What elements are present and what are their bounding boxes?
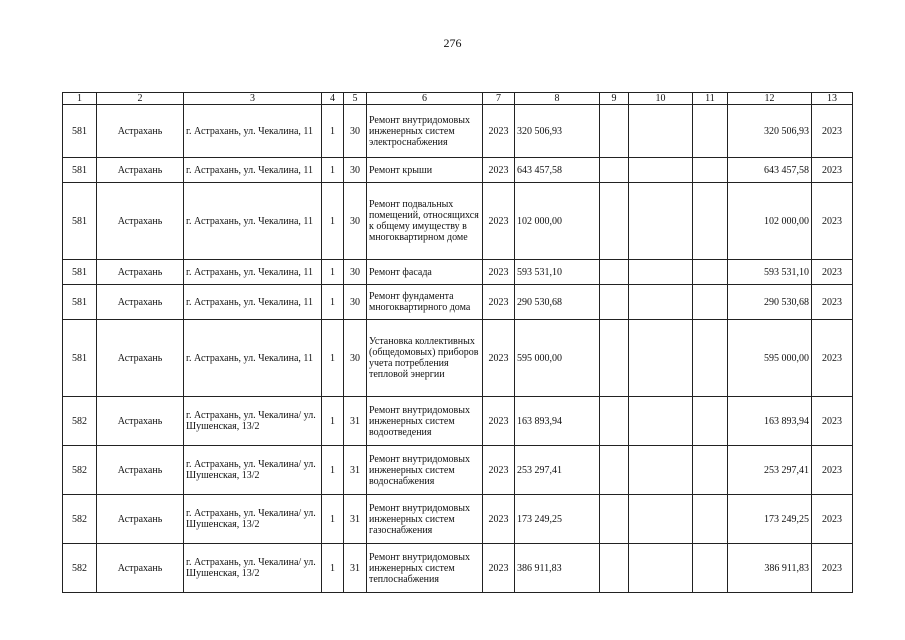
cell-completion-year: 2023	[812, 446, 853, 495]
cell-municipality: Астрахань	[97, 285, 184, 320]
cell-completion-year: 2023	[812, 158, 853, 183]
cell-col-9	[600, 158, 629, 183]
cell-municipality: Астрахань	[97, 495, 184, 544]
cell-work-type: Установка коллективных (общедомовых) приборов учета потребления тепловой энергии	[367, 320, 483, 397]
cell-completion-year: 2023	[812, 260, 853, 285]
cell-address: г. Астрахань, ул. Чекалина, 11	[184, 158, 322, 183]
column-header-2: 2	[97, 93, 184, 105]
cell-col-11	[693, 397, 728, 446]
cell-col-9	[600, 320, 629, 397]
cell-funding-amount: 386 911,83	[728, 544, 812, 593]
cell-work-type: Ремонт внутридомовых инженерных систем теплоснабжения	[367, 544, 483, 593]
cell-col-9	[600, 397, 629, 446]
cell-address: г. Астрахань, ул. Чекалина, 11	[184, 260, 322, 285]
cell-record-number: 581	[63, 183, 97, 260]
cell-col-5: 31	[344, 544, 367, 593]
cell-col-5: 30	[344, 158, 367, 183]
cell-col-11	[693, 285, 728, 320]
cell-work-type: Ремонт внутридомовых инженерных систем электроснабжения	[367, 105, 483, 158]
cell-col-10	[629, 495, 693, 544]
cell-funding-amount: 593 531,10	[728, 260, 812, 285]
cell-col-5: 31	[344, 397, 367, 446]
cell-col-11	[693, 105, 728, 158]
cell-funding-amount: 290 530,68	[728, 285, 812, 320]
cell-col-5: 30	[344, 183, 367, 260]
cell-col-5: 31	[344, 446, 367, 495]
table-row	[63, 158, 853, 183]
cell-work-type: Ремонт крыши	[367, 158, 483, 183]
cell-year: 2023	[483, 446, 515, 495]
cell-address: г. Астрахань, ул. Чекалина, 11	[184, 105, 322, 158]
cell-col-9	[600, 183, 629, 260]
cell-col-4: 1	[322, 105, 344, 158]
cell-col-11	[693, 260, 728, 285]
cell-completion-year: 2023	[812, 397, 853, 446]
cell-year: 2023	[483, 397, 515, 446]
column-header-11: 11	[693, 93, 728, 105]
cell-completion-year: 2023	[812, 495, 853, 544]
cell-col-4: 1	[322, 183, 344, 260]
cell-col-9	[600, 495, 629, 544]
cell-record-number: 582	[63, 446, 97, 495]
cell-col-5: 30	[344, 260, 367, 285]
table-row	[63, 260, 853, 285]
table-row	[63, 446, 853, 495]
cell-funding-amount: 173 249,25	[728, 495, 812, 544]
column-header-9: 9	[600, 93, 629, 105]
cell-col-5: 30	[344, 320, 367, 397]
cell-col-11	[693, 183, 728, 260]
cell-col-10	[629, 285, 693, 320]
cell-col-4: 1	[322, 446, 344, 495]
cell-municipality: Астрахань	[97, 105, 184, 158]
cell-year: 2023	[483, 285, 515, 320]
cell-municipality: Астрахань	[97, 397, 184, 446]
column-header-12: 12	[728, 93, 812, 105]
cell-work-type: Ремонт внутридомовых инженерных систем водоотведения	[367, 397, 483, 446]
column-header-13: 13	[812, 93, 853, 105]
cell-funding-amount: 595 000,00	[728, 320, 812, 397]
cell-record-number: 581	[63, 158, 97, 183]
cell-record-number: 582	[63, 544, 97, 593]
cell-year: 2023	[483, 260, 515, 285]
cell-completion-year: 2023	[812, 183, 853, 260]
cell-col-11	[693, 495, 728, 544]
cell-funding-amount: 320 506,93	[728, 105, 812, 158]
cell-col-5: 30	[344, 285, 367, 320]
cell-funding-amount: 163 893,94	[728, 397, 812, 446]
cell-total-cost: 290 530,68	[515, 285, 600, 320]
cell-total-cost: 163 893,94	[515, 397, 600, 446]
cell-total-cost: 386 911,83	[515, 544, 600, 593]
column-header-8: 8	[515, 93, 600, 105]
cell-col-5: 30	[344, 105, 367, 158]
table-row	[63, 105, 853, 158]
header-row	[63, 93, 853, 105]
cell-col-10	[629, 544, 693, 593]
cell-col-9	[600, 260, 629, 285]
cell-col-11	[693, 320, 728, 397]
cell-col-9	[600, 285, 629, 320]
cell-work-type: Ремонт подвальных помещений, относящихся к общему имуществу в многоквартирном доме	[367, 183, 483, 260]
cell-col-9	[600, 446, 629, 495]
cell-col-11	[693, 544, 728, 593]
cell-municipality: Астрахань	[97, 544, 184, 593]
table-row	[63, 544, 853, 593]
cell-total-cost: 593 531,10	[515, 260, 600, 285]
cell-municipality: Астрахань	[97, 320, 184, 397]
cell-municipality: Астрахань	[97, 158, 184, 183]
cell-col-4: 1	[322, 397, 344, 446]
cell-year: 2023	[483, 495, 515, 544]
cell-record-number: 581	[63, 260, 97, 285]
cell-total-cost: 595 000,00	[515, 320, 600, 397]
cell-total-cost: 173 249,25	[515, 495, 600, 544]
cell-work-type: Ремонт внутридомовых инженерных систем газоснабжения	[367, 495, 483, 544]
cell-completion-year: 2023	[812, 544, 853, 593]
cell-year: 2023	[483, 105, 515, 158]
cell-total-cost: 253 297,41	[515, 446, 600, 495]
cell-col-10	[629, 397, 693, 446]
cell-col-10	[629, 158, 693, 183]
cell-municipality: Астрахань	[97, 183, 184, 260]
cell-col-9	[600, 544, 629, 593]
cell-address: г. Астрахань, ул. Чекалина, 11	[184, 183, 322, 260]
cell-completion-year: 2023	[812, 105, 853, 158]
table-row	[63, 183, 853, 260]
cell-record-number: 582	[63, 397, 97, 446]
cell-col-4: 1	[322, 260, 344, 285]
column-header-6: 6	[367, 93, 483, 105]
cell-municipality: Астрахань	[97, 446, 184, 495]
cell-total-cost: 320 506,93	[515, 105, 600, 158]
cell-year: 2023	[483, 320, 515, 397]
cell-funding-amount: 253 297,41	[728, 446, 812, 495]
cell-col-10	[629, 105, 693, 158]
cell-col-11	[693, 158, 728, 183]
cell-address: г. Астрахань, ул. Чекалина, 11	[184, 320, 322, 397]
cell-record-number: 581	[63, 105, 97, 158]
cell-address: г. Астрахань, ул. Чекалина/ ул. Шушенская, 13/2	[184, 544, 322, 593]
cell-year: 2023	[483, 183, 515, 260]
cell-municipality: Астрахань	[97, 260, 184, 285]
cell-col-10	[629, 183, 693, 260]
column-header-3: 3	[184, 93, 322, 105]
cell-address: г. Астрахань, ул. Чекалина/ ул. Шушенская, 13/2	[184, 495, 322, 544]
column-header-5: 5	[344, 93, 367, 105]
cell-work-type: Ремонт фасада	[367, 260, 483, 285]
cell-address: г. Астрахань, ул. Чекалина, 11	[184, 285, 322, 320]
cell-completion-year: 2023	[812, 285, 853, 320]
cell-address: г. Астрахань, ул. Чекалина/ ул. Шушенская, 13/2	[184, 446, 322, 495]
table-row	[63, 320, 853, 397]
column-header-4: 4	[322, 93, 344, 105]
cell-record-number: 581	[63, 285, 97, 320]
cell-col-11	[693, 446, 728, 495]
table-row	[63, 495, 853, 544]
column-header-7: 7	[483, 93, 515, 105]
cell-col-10	[629, 446, 693, 495]
cell-col-4: 1	[322, 285, 344, 320]
cell-completion-year: 2023	[812, 320, 853, 397]
cell-address: г. Астрахань, ул. Чекалина/ ул. Шушенская, 13/2	[184, 397, 322, 446]
cell-col-4: 1	[322, 544, 344, 593]
cell-year: 2023	[483, 544, 515, 593]
cell-col-10	[629, 320, 693, 397]
cell-record-number: 582	[63, 495, 97, 544]
cell-col-4: 1	[322, 158, 344, 183]
cell-funding-amount: 643 457,58	[728, 158, 812, 183]
cell-col-4: 1	[322, 320, 344, 397]
cell-total-cost: 102 000,00	[515, 183, 600, 260]
cell-col-4: 1	[322, 495, 344, 544]
cell-year: 2023	[483, 158, 515, 183]
cell-work-type: Ремонт фундамента многоквартирного дома	[367, 285, 483, 320]
column-header-1: 1	[63, 93, 97, 105]
column-header-10: 10	[629, 93, 693, 105]
table-row	[63, 285, 853, 320]
table-row	[63, 397, 853, 446]
cell-funding-amount: 102 000,00	[728, 183, 812, 260]
cell-total-cost: 643 457,58	[515, 158, 600, 183]
cell-col-5: 31	[344, 495, 367, 544]
cell-work-type: Ремонт внутридомовых инженерных систем водоснабжения	[367, 446, 483, 495]
cell-col-9	[600, 105, 629, 158]
repair-program-table	[62, 92, 853, 593]
cell-record-number: 581	[63, 320, 97, 397]
page-number: 276	[443, 36, 462, 50]
cell-col-10	[629, 260, 693, 285]
